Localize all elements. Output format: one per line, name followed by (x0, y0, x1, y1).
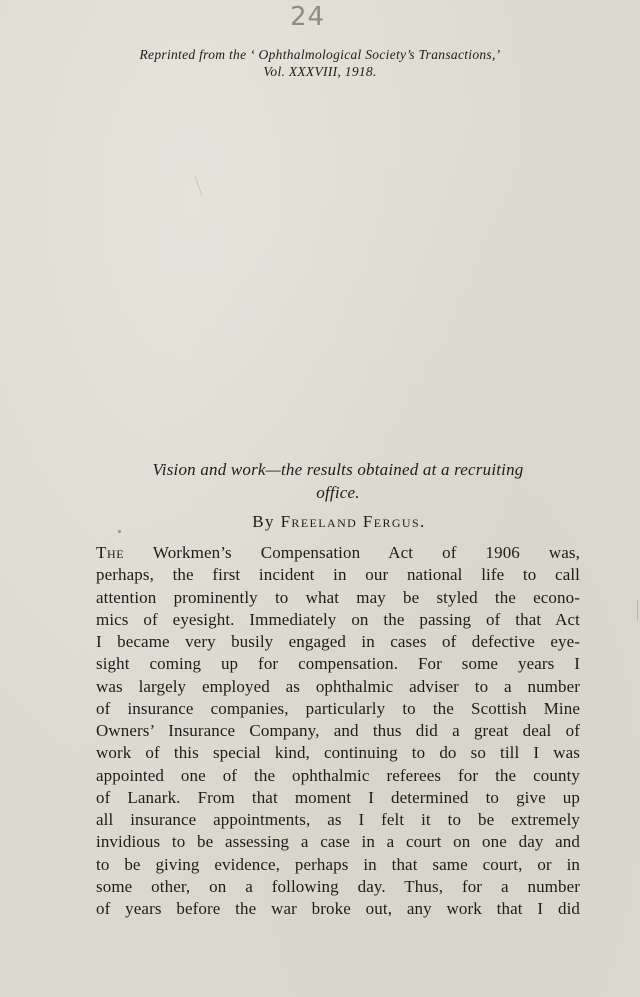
body-line: work of this special kind, continuing to do so till I was (96, 743, 580, 763)
body-line: of insurance companies, particularly to the Scottish Mine (96, 698, 580, 718)
body-line: all insurance appointments, as I felt it to be extremely (96, 810, 580, 829)
body-line: mics of eyesight. Immediately on the passing of that Act (96, 609, 580, 629)
body-line: of Lanark. From that moment I determined to give up (96, 787, 580, 807)
article-title (97, 458, 579, 504)
reprint-line-volume: Vol. XXXVIII, 1918. (263, 64, 377, 79)
body-line: attention prominently to what may be styled the econo- (96, 587, 580, 607)
body-line: of years before the war broke out, any work that I did (96, 899, 580, 918)
byline-prefix: By (252, 512, 275, 531)
reprint-line-source: Reprinted from the ‘ Ophthalmological Society’s Transactions,’ (139, 47, 501, 62)
opening-word: The (96, 543, 125, 562)
article-body (96, 542, 580, 920)
body-line: perhaps, the first incident in our national life to call (96, 565, 580, 585)
handwritten-page-number: 24 (290, 2, 326, 32)
author-byline (0, 512, 640, 532)
author-name: Freeland Fergus. (280, 512, 426, 531)
body-line: Owners’ Insurance Company, and thus did a great deal of (96, 721, 580, 740)
reprint-notice (0, 46, 640, 80)
body-line: The Workmen’s Compensation Act of 1906 was, (96, 543, 581, 562)
paper-mark (194, 175, 202, 196)
print-speck (118, 530, 121, 533)
article-title-line-1: Vision and work—the results obtained at a recruiting (152, 460, 524, 479)
body-line: to be giving evidence, perhaps in that same court, or in (96, 854, 580, 874)
body-line: I became very busily engaged in cases of defective eye- (96, 632, 580, 651)
paper-edge-mark (637, 600, 638, 620)
body-line: some other, on a following day. Thus, for a number (96, 876, 580, 896)
body-line: sight coming up for compensation. For some years I (96, 654, 580, 674)
body-line: invidious to be assessing a case in a court on one day and (96, 832, 580, 852)
body-line: was largely employed as ophthalmic adviser to a number (96, 676, 580, 696)
body-line: appointed one of the ophthalmic referees for the county (96, 765, 580, 785)
article-title-line-2: office. (316, 483, 360, 502)
